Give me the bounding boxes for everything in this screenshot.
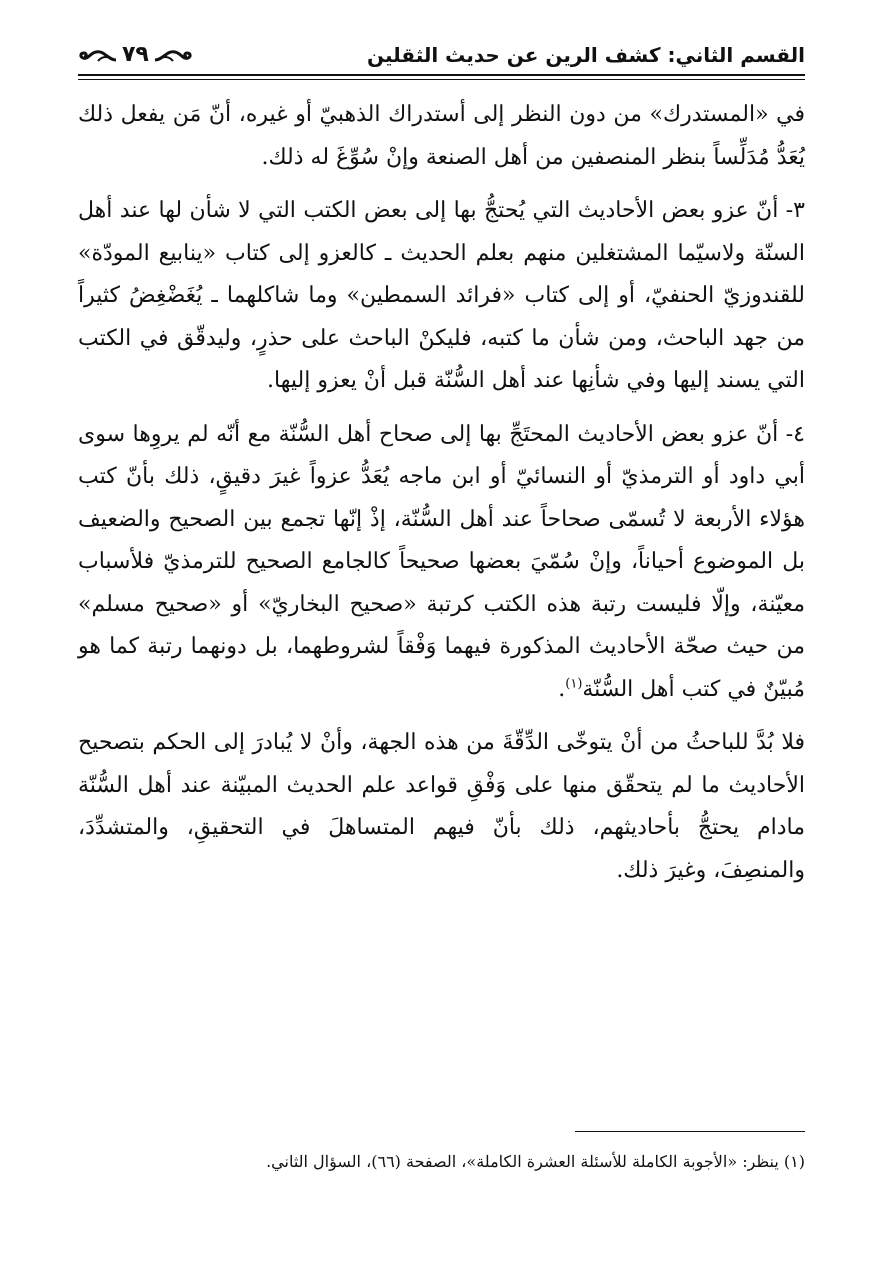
paragraph-3-text: ٤- أنّ عزو بعض الأحاديث المحتَجِّ بها إلى صحاح أهل السُّنّة مع أنّه لم يروِها سوى أبي داود أو الترمذيّ أو النسائيّ أو ابن ماجه يُعَدُّ عزواً غيرَ دقيقٍ، ذلك بأنّ كتب هؤلاء الأربعة لا تُسمّى صحاحاً عند أهل السُّنّة، إذْ إنّها تجمع بين الصحيح والضعيف بل الموضوع أحياناً، وإنْ سُمّيَ بعضها صحيحاً كالجامع الصحيح للترمذيّ فلأسباب معيّنة، وإلّا فليست رتبة هذه الكتب كرتبة «صحيح البخاريّ» أو «صحيح مسلم» من حيث صحّة الأحاديث المذكورة فيهما وَفْقاً لشروطهما، بل دونهما رتبة كما هو مُبيّنٌ في كتب أهل السُّنّة [78, 421, 805, 702]
running-header [78, 30, 805, 74]
running-header-title: القسم الثاني: كشف الرين عن حديث الثقلين [366, 43, 805, 67]
paragraph-1: في «المستدرك» من دون النظر إلى أستدراك الذهبيّ أو غيره، أنّ مَن يفعل ذلك يُعَدُّ مُدَلِّساً بنظر المنصفين من أهل الصنعة وإنْ سُوِّغَ له ذلك. [78, 102, 805, 170]
right-ornament-icon [153, 44, 193, 66]
footnote-reference[interactable]: (١) [565, 676, 583, 692]
paragraph-3-end: . [558, 676, 566, 702]
footnote-rule [575, 1131, 805, 1132]
paragraph-4: فلا بُدَّ للباحثُ من أنْ يتوخّى الدِّقّةَ من هذه الجهة، وأنْ لا يُبادرَ إلى الحكم بتصحيح الأحاديث ما لم يتحقّق منها على وَفْقِ قواعد علم الحديث المبيّنة عند أهل السُّنّة مادام يحتجُّ بأحاديثهم، ذلك بأنّ فيهم المتساهلَ في التحقيقِ، والمتشدِّدَ، والمنصِفَ، وغيرَ ذلك. [78, 730, 805, 883]
footnote: (١) ينظر: «الأجوبة الكاملة للأسئلة العشرة الكاملة»، الصفحة (٦٦)، السؤال الثاني. [266, 1152, 805, 1171]
header-rule [78, 74, 805, 76]
left-ornament-icon [78, 44, 118, 66]
paragraph-2: ٣- أنّ عزو بعض الأحاديث التي يُحتجُّ بها إلى بعض الكتب التي لا شأن لها عند أهل السنّة ولاسيّما المشتغلين منهم بعلم الحديث ـ كالعزو إلى كتاب «ينابيع المودّة» للقندوزيّ الحنفيّ، أو إلى كتاب «فرائد السمطين» وما شاكلهما ـ يُغَضْغِضُ كثيراً من جهد الباحث، ومن شأن ما كتبه، فليكنْ الباحث على حذرٍ، وليدقّق في الكتب التي يسند إليها وفي شأنِها عند أهل السُّنّة قبل أنْ يعزو إليها. [78, 198, 805, 393]
body-text [78, 94, 805, 903]
page-number-ornament [78, 38, 193, 74]
page-number: ٧٩ [122, 42, 149, 67]
paragraph-3 [78, 414, 805, 712]
header-rule-thin [78, 79, 805, 80]
